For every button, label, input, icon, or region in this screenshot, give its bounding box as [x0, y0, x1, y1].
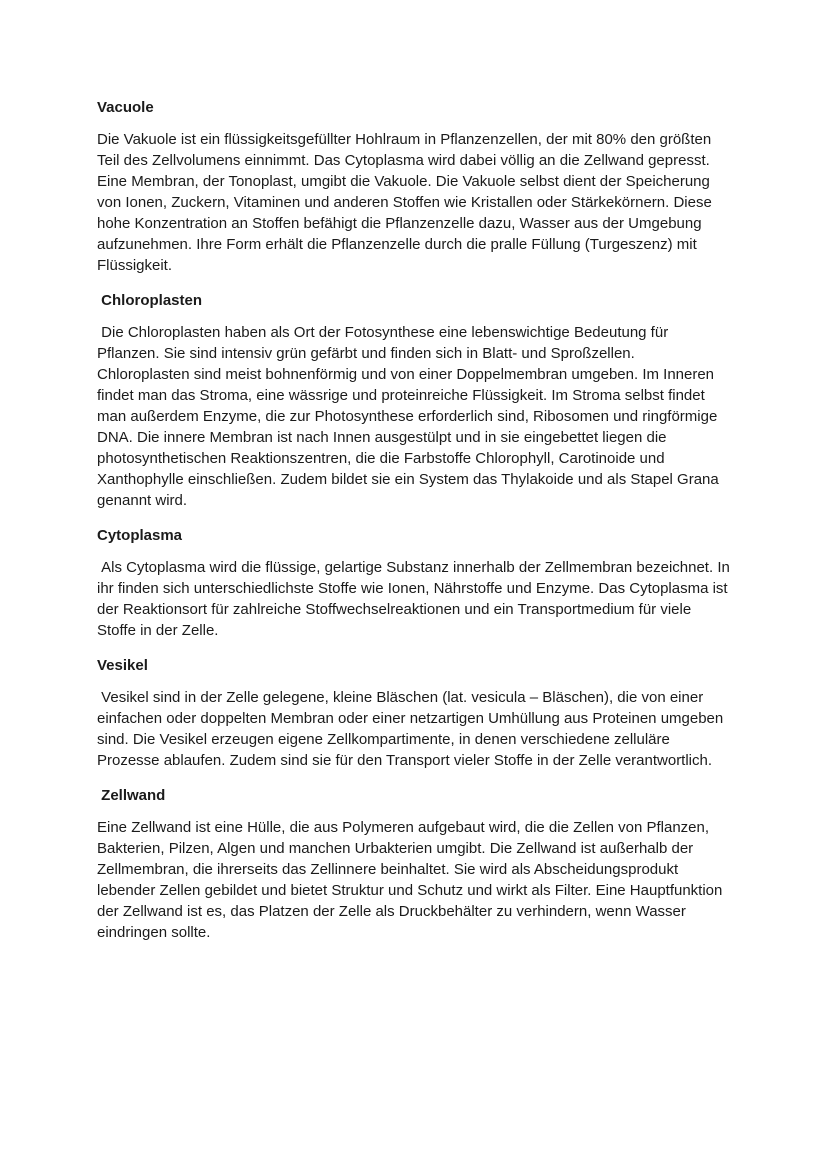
section-vesikel [97, 656, 730, 771]
section-heading: Cytoplasma [97, 527, 183, 544]
section-body: Vesikel sind in der Zelle gelegene, kleine Bläschen (lat. vesicula – Bläschen), die von einer einfachen oder doppelten Membran oder einer netzartigen Umhüllung aus Proteinen umgeben sind. Die Vesikel erzeugen eigene Zellkompartimente, in denen verschiedene zelluläre Prozesse ablaufen. Zudem sind sie für den Transport vieler Stoffe in der Zelle verantwortlich. [97, 689, 728, 769]
section-body: Eine Zellwand ist eine Hülle, die aus Polymeren aufgebaut wird, die die Zellen von Pflanzen, Bakterien, Pilzen, Algen und manchen Urbakterien umgibt. Die Zellwand ist außerhalb der Zellmembran, die ihrerseits das Zellinnere beinhaltet. Sie wird als Abscheidungsprodukt lebender Zellen gebildet und bietet Struktur und Schutz und wirkt als Filter. Eine Hauptfunktion der Zellwand ist es, das Platzen der Zelle als Druckbehälter zu verhindern, wenn Wasser eindringen sollte. [97, 819, 727, 941]
section-zellwand [97, 786, 730, 943]
section-vacuole [97, 98, 730, 276]
section-body: Als Cytoplasma wird die flüssige, gelartige Substanz innerhalb der Zellmembran bezeichnet. In ihr finden sich unterschiedlichste Stoffe wie Ionen, Nährstoffe und Enzyme. Das Cytoplasma ist der Reaktionsort für zahlreiche Stoffwechselreaktionen und ein Transportmedium für viele Stoffe in der Zelle. [97, 559, 734, 639]
section-heading: Vacuole [97, 99, 154, 116]
section-chloroplasten [97, 291, 730, 511]
section-heading: Zellwand [97, 787, 166, 804]
section-body: Die Vakuole ist ein flüssigkeitsgefüllter Hohlraum in Pflanzenzellen, der mit 80% den größten Teil des Zellvolumens einnimmt. Das Cytoplasma wird dabei völlig an die Zellwand gepresst. Eine Membran, der Tonoplast, umgibt die Vakuole. Die Vakuole selbst dient der Speicherung von Ionen, Zuckern, Vitaminen und anderen Stoffen wie Kristallen oder Stärkekörnern. Diese hohe Konzentration an Stoffen befähigt die Pflanzenzelle dazu, Wasser aus der Umgebung aufzunehmen. Ihre Form erhält die Pflanzenzelle durch die pralle Füllung (Turgeszenz) mit Flüssigkeit. [97, 131, 716, 274]
section-body: Die Chloroplasten haben als Ort der Fotosynthese eine lebenswichtige Bedeutung für Pflanzen. Sie sind intensiv grün gefärbt und finden sich in Blatt- und Sproßzellen. Chloroplasten sind meist bohnenförmig und von einer Doppelmembran umgeben. Im Inneren findet man das Stroma, eine wässrige und proteinreiche Flüssigkeit. Im Stroma selbst findet man außerdem Enzyme, die zur Photosynthese erforderlich sind, Ribosomen und ringförmige DNA. Die innere Membran ist nach Innen ausgestülpt und in sie eingebettet liegen die photosynthetischen Reaktionszentren, die die Farbstoffe Chlorophyll, Carotinoide und Xanthophylle einschließen. Zudem bildet sie ein System das Thylakoide und als Stapel Grana genannt wird. [97, 324, 723, 509]
section-cytoplasma [97, 526, 734, 641]
section-heading: Chloroplasten [97, 292, 203, 309]
section-heading: Vesikel [97, 657, 148, 674]
